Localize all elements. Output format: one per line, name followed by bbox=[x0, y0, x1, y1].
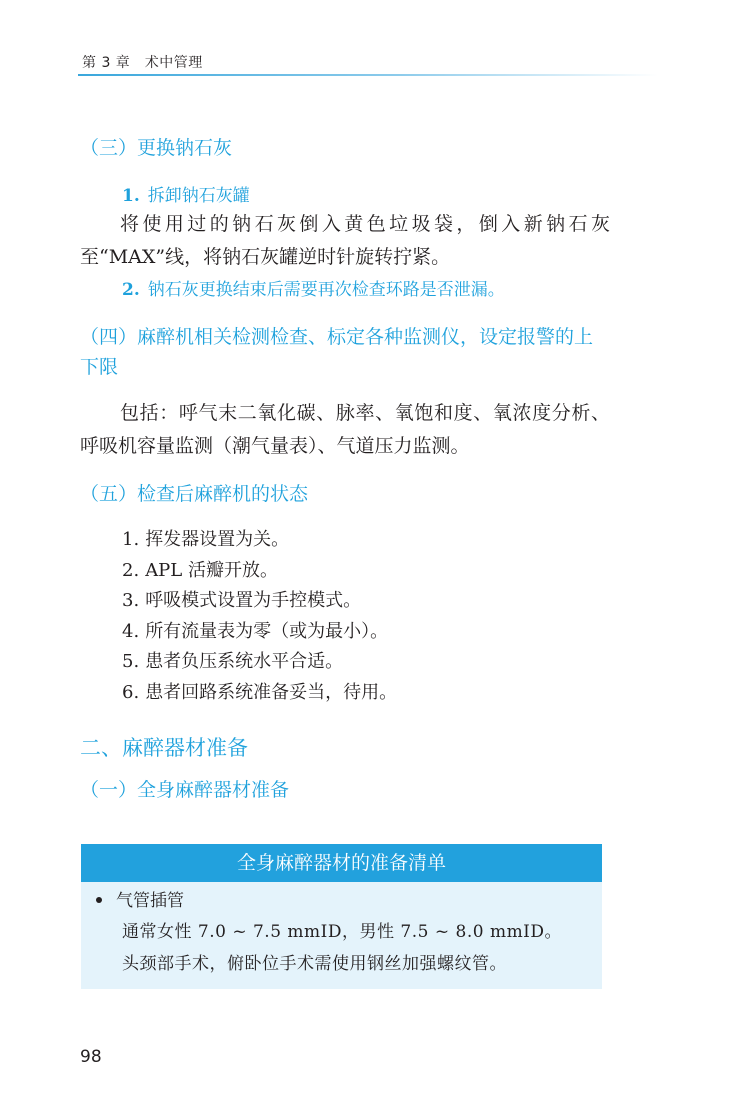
section-heading-change-soda-lime: （三）更换钠石灰 bbox=[80, 137, 233, 159]
bullet-dot-icon bbox=[96, 897, 102, 903]
list-item bbox=[122, 678, 397, 709]
machine-state-list bbox=[122, 525, 397, 709]
subheading-recheck-leak bbox=[122, 275, 505, 300]
list-item-text: 呼吸模式设置为手控模式。 bbox=[145, 590, 362, 612]
list-item-number: 4. bbox=[122, 620, 140, 642]
header-rule bbox=[78, 74, 658, 76]
subheading-label: 拆卸钠石灰罐 bbox=[147, 186, 250, 206]
paragraph-monitors-list: 包括：呼气末二氧化碳、脉率、氧饱和度、氧浓度分析、呼吸机容量监测（潮气量表）、气道压力监测。 bbox=[80, 402, 610, 457]
paragraph-replace-soda-lime: 将使用过的钠石灰倒入黄色垃圾袋，倒入新钠石灰至“MAX”线，将钠石灰罐逆时针旋转拧紧。 bbox=[80, 213, 610, 268]
checklist-line-tube-size: 通常女性 7.0 ~ 7.5 mmID，男性 7.5 ~ 8.0 mmID。 bbox=[122, 922, 563, 942]
list-item-number: 6. bbox=[122, 681, 140, 703]
list-item bbox=[122, 586, 397, 617]
list-item-text: 所有流量表为零（或为最小）。 bbox=[145, 620, 389, 642]
list-item-text: 患者回路系统准备妥当，待用。 bbox=[145, 681, 398, 703]
list-item-number: 2. bbox=[122, 559, 140, 581]
list-item-text: 挥发器设置为关。 bbox=[145, 529, 290, 550]
section-heading-general-anesthesia-equipment: （一）全身麻醉器材准备 bbox=[80, 779, 290, 801]
list-item bbox=[122, 556, 397, 587]
subheading-number: 2. bbox=[122, 280, 140, 300]
subheading-remove-canister bbox=[122, 181, 250, 206]
checklist-bullet-label: 气管插管 bbox=[116, 891, 184, 911]
checklist-box-title: 全身麻醉器材的准备清单 bbox=[81, 844, 602, 882]
checklist-bullet-item bbox=[96, 887, 184, 915]
chapter-section-heading-equipment: 二、麻醉器材准备 bbox=[80, 736, 248, 760]
list-item bbox=[122, 647, 397, 678]
page-number: 98 bbox=[80, 1047, 102, 1067]
subheading-number: 1. bbox=[122, 186, 140, 206]
section-heading-machine-state: （五）检查后麻醉机的状态 bbox=[80, 483, 309, 505]
list-item-text: 患者负压系统水平合适。 bbox=[145, 651, 344, 673]
section-heading-monitor-calibration: （四）麻醉机相关检测检查、标定各种监测仪，设定报警的上下限 bbox=[80, 326, 594, 378]
list-item-number: 1. bbox=[122, 529, 140, 550]
running-head: 第 3 章 术中管理 bbox=[82, 55, 203, 71]
list-item-number: 5. bbox=[122, 651, 140, 673]
list-item bbox=[122, 617, 397, 648]
subheading-label: 钠石灰更换结束后需要再次检查环路是否泄漏。 bbox=[147, 280, 505, 300]
list-item-text: APL 活瓣开放。 bbox=[145, 559, 278, 581]
checklist-line-reinforced-tube: 头颈部手术，俯卧位手术需使用钢丝加强螺纹管。 bbox=[122, 954, 507, 974]
list-item-number: 3. bbox=[122, 590, 140, 612]
list-item bbox=[122, 525, 397, 556]
